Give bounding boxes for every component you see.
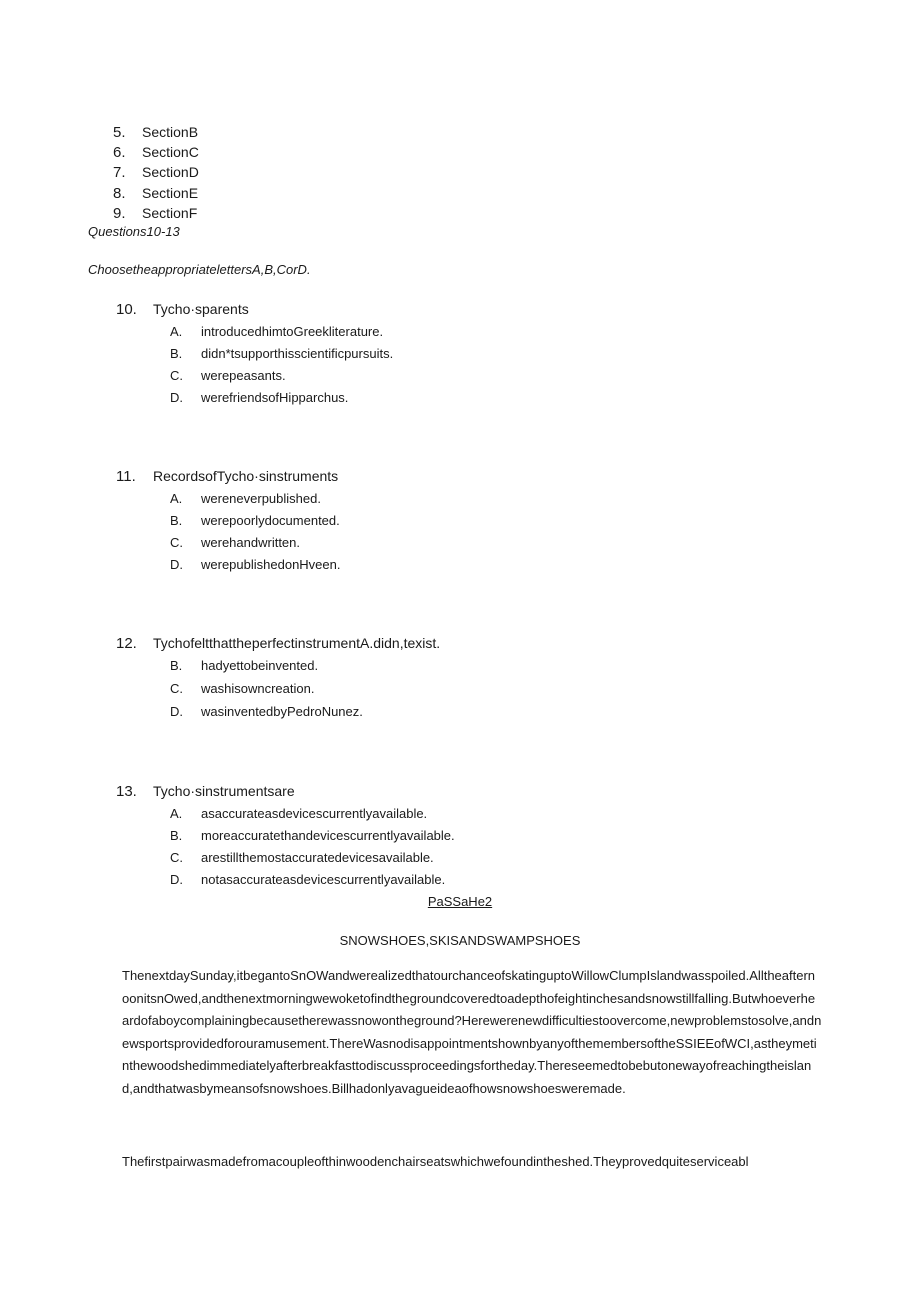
option-text: notasaccurateasdevicescurrentlyavailable. xyxy=(201,872,446,887)
option-letter: A. xyxy=(170,491,183,506)
section-label: SectionE xyxy=(142,185,199,201)
option-d xyxy=(170,390,348,405)
option-text: wereneverpublished. xyxy=(201,491,321,506)
section-item xyxy=(113,205,197,222)
passage-title: SNOWSHOES,SKISANDSWAMPSHOES xyxy=(339,933,581,948)
option-letter: B. xyxy=(170,828,183,843)
option-text: hadyettobeinvented. xyxy=(201,658,319,673)
option-c xyxy=(170,681,314,696)
option-letter: B. xyxy=(170,513,183,528)
option-letter: D. xyxy=(170,557,183,572)
option-text: werepublishedonHveen. xyxy=(201,557,341,572)
option-c xyxy=(170,368,286,383)
option-c xyxy=(170,850,434,865)
option-letter: C. xyxy=(170,850,183,865)
question-number: 12. xyxy=(116,635,137,652)
section-number: 9. xyxy=(113,205,126,222)
question-number: 10. xyxy=(116,301,137,318)
section-number: 8. xyxy=(113,185,126,202)
option-text: arestillthemostaccuratedevicesavailable. xyxy=(201,850,434,865)
question-stem: Tycho·sparents xyxy=(153,301,249,317)
paragraph: ThenextdaySunday,itbegantoSnOWandwerealizedthatourchanceofskatinguptoWillowClumpIslandwasspoiled.AlltheafternoonitsnOwed,andthenextmorningwewoketofindthegroundcoveredtoadepthofeightinchesandsnowstillfalling.Butwhoeverheardofaboycomplainingbecausetherewassnowontheground?Herewerenewdifficultiestoovercome,newproblemstosolve,andnewsportsprovidedforouramusement.ThereWasnodisappointmentshownbyanyofthemembersoftheSSIEEofWCI,astheymetinthewoodshedimmediatelyafterbreakfasttodiscussproceedingsfortheday.Thereseemedtobebutonewayofreachingtheisland,andthatwasbymeansofsnowshoes.Billhadonlyavagueideaofhowsnowshoesweremade. xyxy=(122,968,822,1096)
option-letter: B. xyxy=(170,346,183,361)
question-stem: TychofeltthattheperfectinstrumentA.didn,texist. xyxy=(153,635,441,651)
option-letter: D. xyxy=(170,704,183,719)
option-letter: D. xyxy=(170,872,183,887)
option-d xyxy=(170,704,363,719)
option-text: werefriendsofHipparchus. xyxy=(201,390,349,405)
option-d xyxy=(170,557,340,572)
option-letter: D. xyxy=(170,390,183,405)
question-number: 13. xyxy=(116,783,137,800)
section-label: SectionB xyxy=(142,124,199,140)
option-b xyxy=(170,346,393,361)
option-a xyxy=(170,491,321,506)
questions-heading: Questions10-13 xyxy=(88,224,180,239)
option-b xyxy=(170,658,318,673)
option-text: washisowncreation. xyxy=(201,681,315,696)
option-a xyxy=(170,806,427,821)
instruction-text: ChoosetheappropriatelettersA,B,CorD. xyxy=(88,262,311,277)
option-text: wasinventedbyPedroNunez. xyxy=(201,704,363,719)
question-number: 11. xyxy=(116,468,136,485)
option-letter: C. xyxy=(170,535,183,550)
option-text: moreaccuratethandevicescurrentlyavailable. xyxy=(201,828,455,843)
option-letter: C. xyxy=(170,681,183,696)
section-label: SectionD xyxy=(142,164,199,180)
section-label: SectionC xyxy=(142,144,199,160)
question-11 xyxy=(116,468,338,485)
option-letter: A. xyxy=(170,806,183,821)
option-text: werehandwritten. xyxy=(201,535,300,550)
question-12 xyxy=(116,635,440,652)
question-10 xyxy=(116,301,249,318)
passage-label-text: PaSSaHe2 xyxy=(427,894,493,909)
section-number: 7. xyxy=(113,164,126,181)
option-text: werepeasants. xyxy=(201,368,286,383)
section-item xyxy=(113,124,198,141)
option-text: introducedhimtoGreekliterature. xyxy=(201,324,384,339)
option-letter: B. xyxy=(170,658,183,673)
option-text: werepoorlydocumented. xyxy=(201,513,340,528)
option-b xyxy=(170,828,455,843)
question-stem: Tycho·sinstrumentsare xyxy=(153,783,295,799)
section-item xyxy=(113,144,199,161)
section-item xyxy=(113,185,198,202)
section-label: SectionF xyxy=(142,205,198,221)
option-d xyxy=(170,872,445,887)
option-letter: C. xyxy=(170,368,183,383)
option-c xyxy=(170,535,300,550)
question-13 xyxy=(116,783,295,800)
option-a xyxy=(170,324,383,339)
option-b xyxy=(170,513,340,528)
question-stem: RecordsofTycho·sinstruments xyxy=(153,468,339,484)
passage-label xyxy=(0,894,920,909)
section-number: 6. xyxy=(113,144,126,161)
option-letter: A. xyxy=(170,324,183,339)
option-text: didn*tsupporthisscientificpursuits. xyxy=(201,346,394,361)
option-text: asaccurateasdevicescurrentlyavailable. xyxy=(201,806,428,821)
paragraph: Thefirstpairwasmadefromacoupleofthinwoodenchairseatswhichwefoundintheshed.Theyprovedquiteserviceabl xyxy=(122,1154,749,1169)
section-item xyxy=(113,164,199,181)
section-number: 5. xyxy=(113,124,126,141)
